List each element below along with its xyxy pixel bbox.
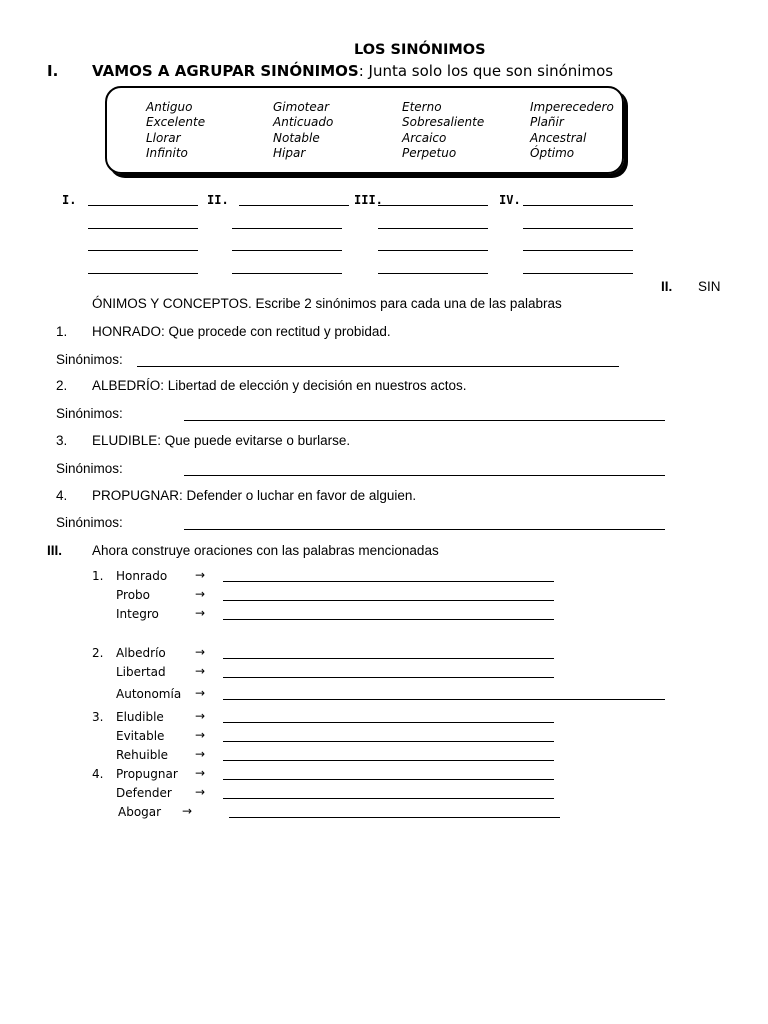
box-word: Gimotear bbox=[273, 100, 330, 114]
sentence-line[interactable] bbox=[223, 581, 554, 582]
arrow-icon: → bbox=[195, 568, 206, 582]
concept-albedrio: ALBEDRÍO: Libertad de elección y decisión en nuestros actos. bbox=[92, 378, 467, 393]
group-3-answer-line[interactable] bbox=[378, 273, 488, 274]
box-word: Infinito bbox=[146, 146, 188, 160]
word-abogar: Abogar bbox=[118, 805, 162, 819]
group-3-answer-line[interactable] bbox=[378, 228, 488, 229]
section-1-heading bbox=[92, 62, 613, 80]
section-3-number: III. bbox=[47, 543, 63, 558]
arrow-icon: → bbox=[195, 587, 206, 601]
box-word: Arcaico bbox=[402, 131, 447, 145]
group-2-answer-line[interactable] bbox=[232, 273, 342, 274]
sentence-line[interactable] bbox=[223, 677, 554, 678]
group-number: 3. bbox=[92, 710, 104, 724]
group-1-answer-line[interactable] bbox=[88, 273, 198, 274]
sinonimos-label: Sinónimos: bbox=[56, 515, 123, 530]
group-3-answer-line[interactable] bbox=[378, 250, 488, 251]
group-4-answer-line[interactable] bbox=[523, 228, 633, 229]
box-word: Eterno bbox=[402, 100, 442, 114]
section-1-heading-bold: VAMOS A AGRUPAR SINÓNIMOS bbox=[92, 62, 359, 80]
section-3-heading: Ahora construye oraciones con las palabras mencionadas bbox=[92, 543, 439, 558]
word-libertad: Libertad bbox=[116, 665, 166, 679]
word-integro: Integro bbox=[116, 607, 159, 621]
group-label-4: IV. bbox=[499, 193, 521, 207]
box-word: Plañir bbox=[530, 115, 564, 129]
box-word: Antiguo bbox=[146, 100, 193, 114]
sentence-line[interactable] bbox=[223, 741, 554, 742]
group-label-3: III. bbox=[354, 193, 383, 207]
arrow-icon: → bbox=[195, 747, 206, 761]
group-label-1: I. bbox=[62, 193, 77, 207]
group-number: 1. bbox=[92, 569, 104, 583]
page-title: LOS SINÓNIMOS bbox=[354, 42, 486, 58]
word-albedrio: Albedrío bbox=[116, 646, 166, 660]
section-2-heading-part2: ÓNIMOS Y CONCEPTOS. Escribe 2 sinónimos para cada una de las palabras bbox=[92, 296, 562, 311]
box-word: Perpetuo bbox=[402, 146, 457, 160]
concept-honrado: HONRADO: Que procede con rectitud y probidad. bbox=[92, 324, 391, 339]
sinonimos-line-3[interactable] bbox=[184, 475, 665, 476]
group-4-answer-line[interactable] bbox=[523, 205, 633, 206]
sentence-line[interactable] bbox=[223, 600, 554, 601]
word-propugnar: Propugnar bbox=[116, 767, 178, 781]
sentence-line[interactable] bbox=[223, 699, 665, 700]
sentence-line[interactable] bbox=[223, 798, 554, 799]
box-word: Excelente bbox=[146, 115, 206, 129]
sentence-line[interactable] bbox=[223, 658, 554, 659]
arrow-icon: → bbox=[182, 804, 193, 818]
concept-propugnar: PROPUGNAR: Defender o luchar en favor de alguien. bbox=[92, 488, 417, 503]
section-1-number: I. bbox=[47, 62, 59, 80]
group-3-answer-line[interactable] bbox=[378, 205, 488, 206]
item-number: 4. bbox=[56, 488, 68, 503]
group-2-answer-line[interactable] bbox=[232, 228, 342, 229]
concept-eludible: ELUDIBLE: Que puede evitarse o burlarse. bbox=[92, 433, 351, 448]
section-1-heading-rest: : Junta solo los que son sinónimos bbox=[358, 62, 614, 80]
box-word: Sobresaliente bbox=[402, 115, 485, 129]
group-label-2: II. bbox=[207, 193, 229, 207]
arrow-icon: → bbox=[195, 606, 206, 620]
sinonimos-line-1[interactable] bbox=[137, 366, 619, 367]
box-word: Hipar bbox=[273, 146, 306, 160]
arrow-icon: → bbox=[195, 766, 206, 780]
group-1-answer-line[interactable] bbox=[88, 205, 198, 206]
box-word: Llorar bbox=[146, 131, 181, 145]
group-2-answer-line[interactable] bbox=[232, 250, 342, 251]
sentence-line[interactable] bbox=[223, 760, 554, 761]
group-2-answer-line[interactable] bbox=[239, 205, 349, 206]
word-evitable: Evitable bbox=[116, 729, 165, 743]
arrow-icon: → bbox=[195, 709, 206, 723]
sentence-line[interactable] bbox=[223, 619, 554, 620]
arrow-icon: → bbox=[195, 728, 206, 742]
box-word: Notable bbox=[273, 131, 320, 145]
word-autonomia: Autonomía bbox=[116, 687, 182, 701]
arrow-icon: → bbox=[195, 664, 206, 678]
word-probo: Probo bbox=[116, 588, 150, 602]
group-number: 2. bbox=[92, 646, 104, 660]
box-word: Óptimo bbox=[530, 146, 575, 160]
group-1-answer-line[interactable] bbox=[88, 228, 198, 229]
sinonimos-line-2[interactable] bbox=[184, 420, 665, 421]
sinonimos-label: Sinónimos: bbox=[56, 406, 123, 421]
word-defender: Defender bbox=[116, 786, 172, 800]
box-word: Imperecedero bbox=[530, 100, 614, 114]
arrow-icon: → bbox=[195, 785, 206, 799]
section-2-number: II. bbox=[661, 279, 673, 294]
box-word: Anticuado bbox=[273, 115, 334, 129]
group-4-answer-line[interactable] bbox=[523, 273, 633, 274]
group-number: 4. bbox=[92, 767, 104, 781]
item-number: 3. bbox=[56, 433, 68, 448]
group-4-answer-line[interactable] bbox=[523, 250, 633, 251]
section-2-heading-part1: SIN bbox=[698, 279, 721, 294]
sentence-line[interactable] bbox=[223, 722, 554, 723]
sentence-line[interactable] bbox=[223, 779, 554, 780]
item-number: 2. bbox=[56, 378, 68, 393]
sinonimos-line-4[interactable] bbox=[184, 529, 665, 530]
arrow-icon: → bbox=[195, 645, 206, 659]
word-honrado: Honrado bbox=[116, 569, 168, 583]
word-rehuible: Rehuible bbox=[116, 748, 169, 762]
sinonimos-label: Sinónimos: bbox=[56, 461, 123, 476]
box-word: Ancestral bbox=[530, 131, 587, 145]
group-1-answer-line[interactable] bbox=[88, 250, 198, 251]
item-number: 1. bbox=[56, 324, 68, 339]
sentence-line[interactable] bbox=[229, 817, 560, 818]
arrow-icon: → bbox=[195, 686, 206, 700]
word-eludible: Eludible bbox=[116, 710, 164, 724]
sinonimos-label: Sinónimos: bbox=[56, 352, 123, 367]
